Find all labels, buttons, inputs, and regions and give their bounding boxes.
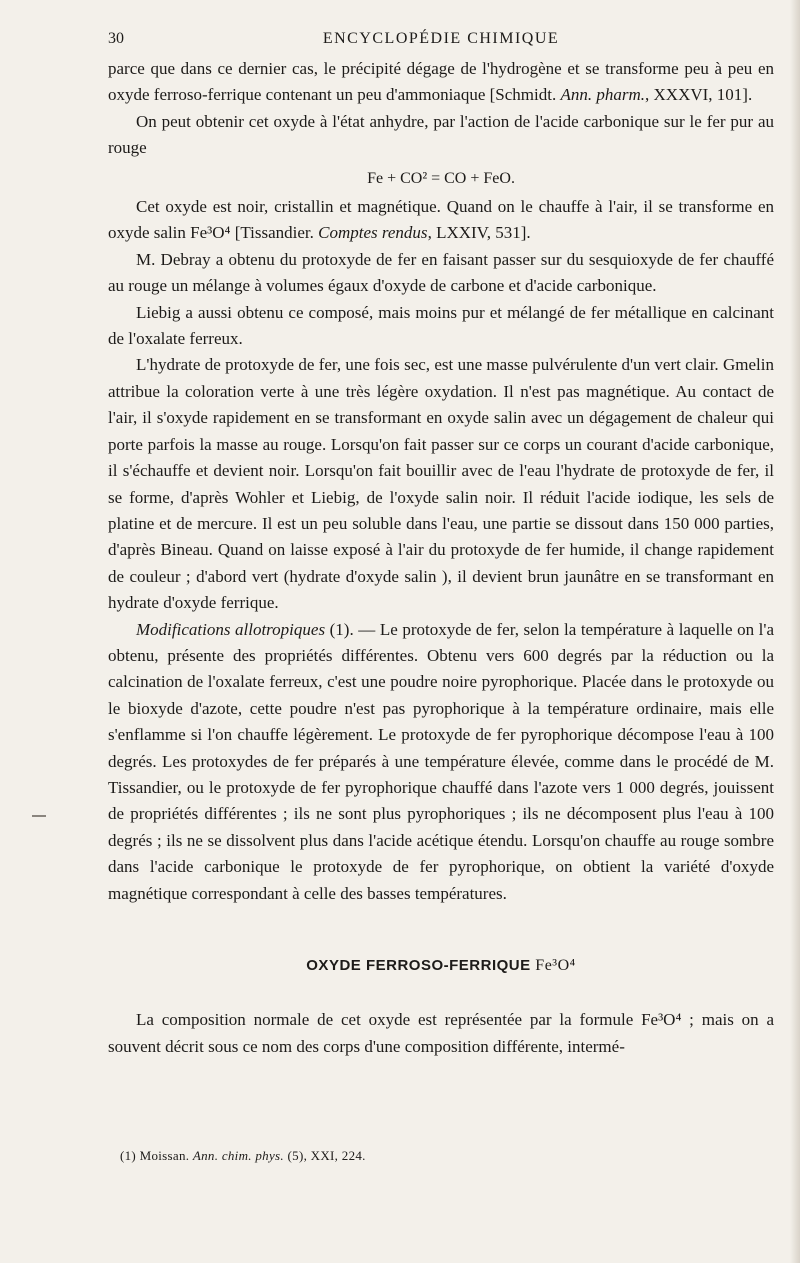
reference-ann-pharm: Ann. pharm. <box>560 85 646 105</box>
paragraph-3: Cet oxyde est noir, cristallin et magnétique. Quand on le chauffe à l'air, il se transforme en oxyde salin Fe³O⁴ [Tissandier. Comptes rendus, LXXIV, 531]. <box>108 197 774 243</box>
section-formula: Fe³O⁴ <box>535 957 576 974</box>
footnote: (1) Moissan. Ann. chim. phys. (5), XXI, 224. <box>120 1148 366 1163</box>
running-title: ENCYCLOPÉDIE CHIMIQUE <box>322 30 560 47</box>
paragraph-5: Liebig a aussi obtenu ce composé, mais moins pur et mélangé de fer métallique en calcinant de l'oxalate ferreux. <box>108 302 774 349</box>
paragraph-8: La composition normale de cet oxyde est représentée par la formule Fe³O⁴ ; mais on a souvent décrit sous ce nom des corps d'une composition différente, intermé- <box>108 1010 774 1056</box>
paragraph-7: Modifications allotropiques (1). — Le protoxyde de fer, selon la température à laquelle on l'a obtenu, présente des propriétés différentes. Obtenu vers 600 degrés par la réduction ou la calcination de l'oxalate ferreux, c'est une poudre noire pyrophorique. Placée dans le protoxyde ou le bioxyde d'azote, cette poudre n'est pas pyrophorique à la température ordinaire, mais elle s'enflamme si l'on chauffe légèrement. Le protoxyde de fer pyrophorique décompose l'eau à 100 degrés. Les protoxydes de fer préparés à une température élevée, comme dans le procédé de M. Tissandier, ou le protoxyde de fer pyrophorique chauffé dans l'azote vers 1 000 degrés, jouissent de propriétés différentes ; ils ne sont plus pyrophoriques ; ils ne décomposent plus l'eau à 100 degrés ; ils ne se dissolvent plus dans l'acide acétique étendu. Lorsqu'on chauffe au rouge sombre dans l'acide carbonique le protoxyde de fer pyrophorique, on obtient la variété d'oxyde magnétique correspondant à celle des basses températures. <box>108 619 774 903</box>
footnote-marker: (1) <box>120 1148 137 1163</box>
subheading-allotropic: Modifications allotropiques <box>136 619 326 639</box>
paragraph-4: M. Debray a obtenu du protoxyde de fer en faisant passer sur du sesquioxyde de fer chauffé au rouge un mélange à volumes égaux d'oxyde de carbone et d'acide carbonique. <box>108 249 774 296</box>
page-edge-shadow <box>790 0 800 1263</box>
footnote-source: Ann. chim. phys. <box>192 1148 284 1163</box>
page-number: 30 <box>108 30 124 47</box>
section-title: OXYDE FERROSO-FERRIQUE Fe³O⁴ <box>306 957 576 974</box>
margin-mark <box>32 815 46 817</box>
paragraph-2: On peut obtenir cet oxyde à l'état anhydre, par l'action de l'acide carbonique sur le fer pur au rouge <box>108 111 774 158</box>
reaction-formula: Fe + CO² = CO + FeO. <box>367 169 515 187</box>
page-header <box>108 26 774 56</box>
paragraph-6: L'hydrate de protoxyde de fer, une fois sec, est une masse pulvérulente d'un vert clair. Gmelin attribue la coloration verte à une très légère oxydation. Il n'est pas magnétique. Au contact de l'air, il s'oxyde rapidement en se transformant en oxyde salin avec un dégagement de chaleur qui porte parfois la masse au rouge. Lorsqu'on fait passer sur ce corps un courant d'acide carbonique, il s'échauffe et devient noir. Lorsqu'on fait bouillir avec de l'eau l'hydrate de protoxyde de fer, il se forme, d'après Wohler et Liebig, de l'oxyde salin noir. Il réduit l'acide iodique, les sels de platine et de mercure. Il est un peu soluble dans l'eau, une partie se dissout dans 150 000 parties, d'après Bineau. Quand on laisse exposé à l'air du protoxyde de fer humide, il change rapidement de couleur ; d'abord vert (hydrate d'oxyde salin ), il devient brun jaunâtre en se transformant en hydrate d'oxyde ferrique. <box>108 355 774 613</box>
page-body <box>108 56 774 1060</box>
reference-comptes-rendus: Comptes rendus <box>318 223 428 243</box>
paragraph-1: parce que dans ce dernier cas, le précipité dégage de l'hydrogène et se transforme peu à peu en oxyde ferroso-ferrique contenant un peu d'ammoniaque [Schmidt. Ann. pharm., XXXVI, 101]. <box>108 59 774 105</box>
